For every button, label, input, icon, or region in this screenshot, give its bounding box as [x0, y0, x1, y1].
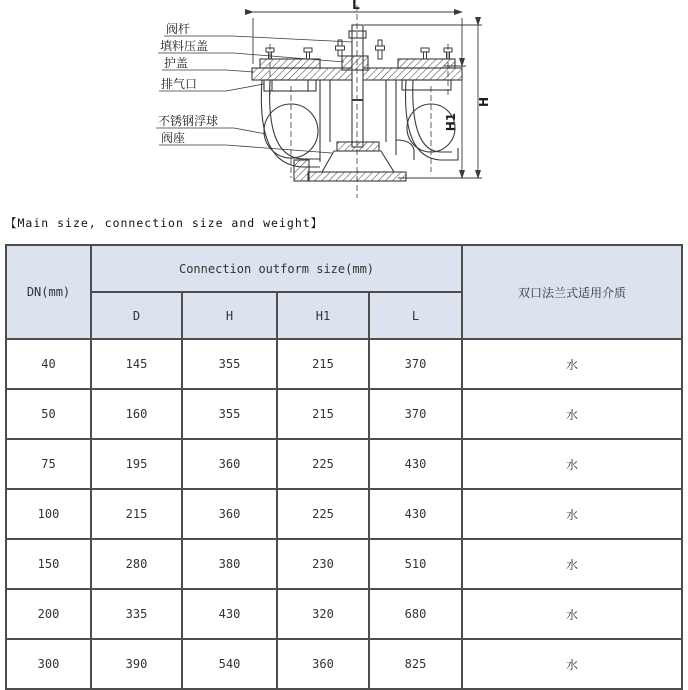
- table-row: [6, 389, 682, 439]
- label-valve-seat: 阀座: [161, 131, 186, 145]
- col-header-dn: DN(mm): [6, 245, 91, 339]
- dimension-label-H1: H1: [444, 112, 458, 132]
- cell-d: 195: [91, 439, 182, 489]
- cell-medium: 水: [462, 589, 682, 639]
- cell-l: 825: [369, 639, 462, 689]
- cell-h: 540: [182, 639, 277, 689]
- dimension-label-H: H: [477, 96, 491, 108]
- cell-h: 360: [182, 489, 277, 539]
- dimension-label-L: L: [352, 0, 360, 12]
- cell-h: 430: [182, 589, 277, 639]
- cell-medium: 水: [462, 539, 682, 589]
- cell-h1: 225: [277, 489, 369, 539]
- cell-h: 355: [182, 389, 277, 439]
- cell-h1: 360: [277, 639, 369, 689]
- cell-d: 215: [91, 489, 182, 539]
- col-header-d: D: [91, 292, 182, 339]
- cell-d: 280: [91, 539, 182, 589]
- cell-h1: 215: [277, 389, 369, 439]
- cell-dn: 150: [6, 539, 91, 589]
- cell-h1: 320: [277, 589, 369, 639]
- cell-d: 145: [91, 339, 182, 389]
- col-header-l: L: [369, 292, 462, 339]
- cell-d: 390: [91, 639, 182, 689]
- table-row: [6, 539, 682, 589]
- cell-dn: 100: [6, 489, 91, 539]
- cell-h1: 215: [277, 339, 369, 389]
- cell-h1: 225: [277, 439, 369, 489]
- cell-dn: 300: [6, 639, 91, 689]
- cell-h: 360: [182, 439, 277, 489]
- cell-l: 370: [369, 339, 462, 389]
- spec-table-header: [6, 245, 682, 339]
- cell-h: 380: [182, 539, 277, 589]
- table-row: [6, 339, 682, 389]
- cell-l: 510: [369, 539, 462, 589]
- cell-dn: 75: [6, 439, 91, 489]
- cell-medium: 水: [462, 489, 682, 539]
- cell-h: 355: [182, 339, 277, 389]
- cell-l: 430: [369, 489, 462, 539]
- cell-d: 160: [91, 389, 182, 439]
- col-header-h: H: [182, 292, 277, 339]
- cell-l: 370: [369, 389, 462, 439]
- cell-d: 335: [91, 589, 182, 639]
- section-heading: 【Main size, connection size and weight】: [5, 216, 324, 230]
- label-protective-cover: 护盖: [164, 56, 189, 70]
- spec-table-body: [6, 339, 682, 689]
- label-stainless-float-ball: 不锈钢浮球: [158, 114, 219, 128]
- cell-medium: 水: [462, 339, 682, 389]
- table-row: [6, 639, 682, 689]
- valve-diagram-svg: [0, 0, 688, 205]
- cell-l: 680: [369, 589, 462, 639]
- label-exhaust-port: 排气口: [161, 77, 198, 91]
- table-row: [6, 439, 682, 489]
- spec-table: [5, 244, 683, 690]
- label-packing-gland: 填料压盖: [160, 39, 209, 53]
- header-row-1: [6, 245, 682, 292]
- col-header-h1: H1: [277, 292, 369, 339]
- cell-h1: 230: [277, 539, 369, 589]
- cell-dn: 50: [6, 389, 91, 439]
- cell-medium: 水: [462, 439, 682, 489]
- cell-dn: 200: [6, 589, 91, 639]
- col-header-medium: 双口法兰式适用介质: [462, 245, 682, 339]
- cell-dn: 40: [6, 339, 91, 389]
- leader-lines: [156, 36, 352, 153]
- cell-l: 430: [369, 439, 462, 489]
- valve-technical-drawing: [0, 0, 688, 205]
- col-header-connection-size: Connection outform size(mm): [91, 245, 462, 292]
- table-row: [6, 589, 682, 639]
- table-row: [6, 489, 682, 539]
- cell-medium: 水: [462, 389, 682, 439]
- label-valve-stem: 阀杆: [166, 22, 191, 36]
- valve-body: [252, 25, 462, 181]
- cell-medium: 水: [462, 639, 682, 689]
